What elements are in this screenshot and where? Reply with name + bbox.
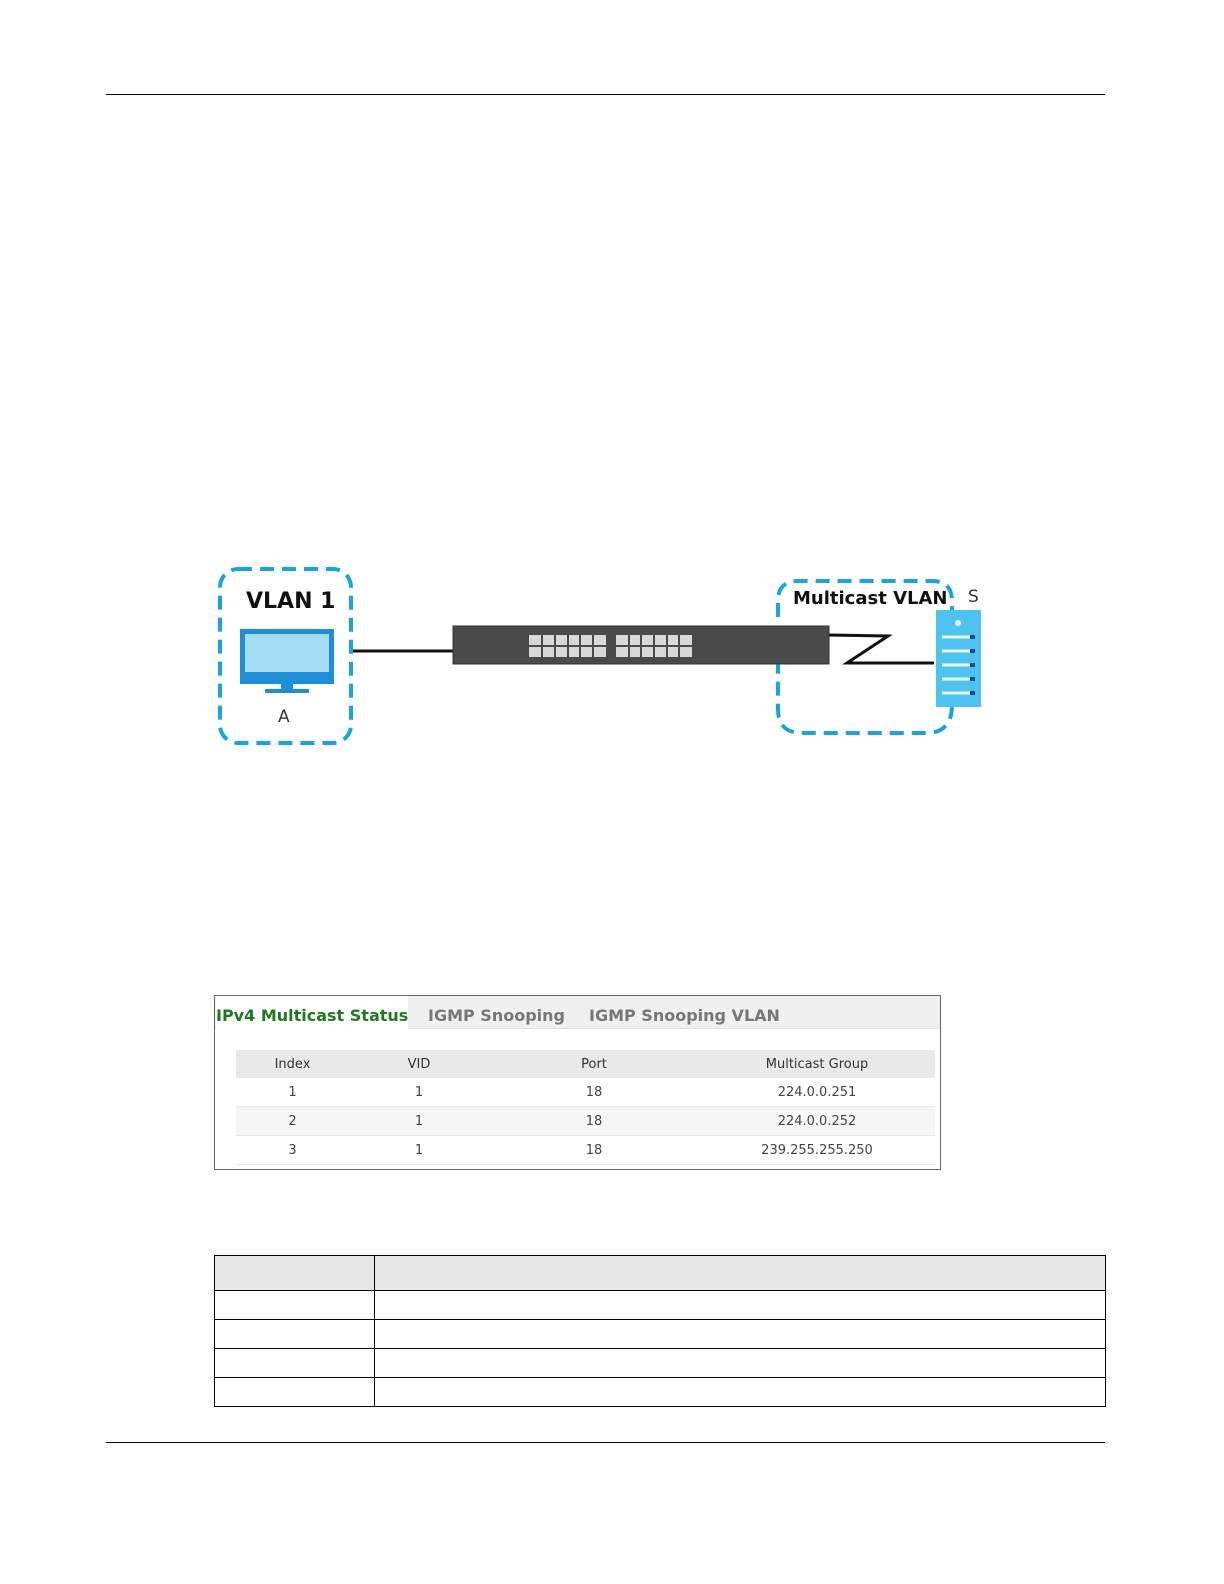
table-row [215,1291,1106,1320]
cell-multicast-group: 224.0.0.252 [699,1107,935,1136]
cell-index: 2 [236,1107,349,1136]
monitor-icon [240,629,334,693]
vlan1-label: VLAN 1 [246,589,336,614]
table-header-row [236,1050,935,1078]
table-row [215,1320,1106,1349]
server-icon [936,610,981,707]
description-cell [375,1291,1106,1320]
description-table-header [215,1256,1106,1291]
switch-icon [453,626,829,664]
cell-index: 3 [236,1136,349,1165]
cell-index: 1 [236,1078,349,1107]
cell-multicast-group: 239.255.255.250 [699,1136,935,1165]
description-cell [375,1378,1106,1407]
column-header-index[interactable]: Index [236,1050,349,1078]
header-cell-description [375,1256,1106,1291]
tab-bar [215,996,940,1029]
multicast-status-panel [214,995,941,1170]
multicast-vlan-label: Multicast VLAN [793,588,948,609]
cell-port: 18 [489,1107,699,1136]
network-diagram [216,565,986,750]
cell-port: 18 [489,1078,699,1107]
table-row [236,1136,935,1165]
table-row [236,1107,935,1136]
label-cell [215,1291,375,1320]
cell-vid: 1 [349,1078,489,1107]
field-description-table [214,1255,1106,1407]
cell-port: 18 [489,1136,699,1165]
column-header-port[interactable]: Port [489,1050,699,1078]
server-label: S [968,587,979,607]
header-cell-label [215,1256,375,1291]
cell-multicast-group: 224.0.0.251 [699,1078,935,1107]
tab-igmp-snooping-vlan[interactable]: IGMP Snooping VLAN [589,1006,780,1025]
table-row [215,1349,1106,1378]
label-cell [215,1320,375,1349]
column-header-multicast-group[interactable]: Multicast Group [699,1050,935,1078]
header-rule [106,94,1105,95]
label-cell [215,1378,375,1407]
table-row [236,1078,935,1107]
table-row [215,1378,1106,1407]
tab-ipv4-multicast-status[interactable]: IPv4 Multicast Status [216,996,408,1029]
multicast-group-table [236,1050,935,1165]
cell-vid: 1 [349,1107,489,1136]
cell-vid: 1 [349,1136,489,1165]
cable-switch-server [828,635,934,663]
description-cell [375,1349,1106,1378]
tab-igmp-snooping[interactable]: IGMP Snooping [428,1006,565,1025]
host-label: A [278,707,290,727]
footer-rule [106,1442,1105,1443]
description-cell [375,1320,1106,1349]
label-cell [215,1349,375,1378]
column-header-vid[interactable]: VID [349,1050,489,1078]
